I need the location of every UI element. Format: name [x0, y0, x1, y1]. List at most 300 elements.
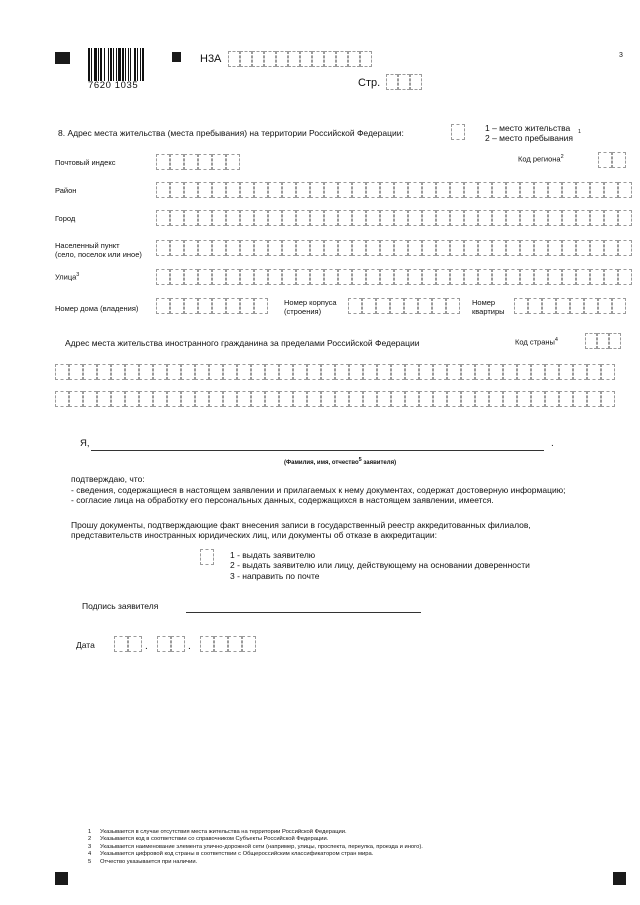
entry-cell[interactable]: [590, 210, 604, 226]
entry-cell[interactable]: [198, 154, 212, 170]
entry-cell[interactable]: [447, 391, 461, 407]
entry-cell[interactable]: [170, 182, 184, 198]
entry-cell[interactable]: [348, 298, 362, 314]
entry-cell[interactable]: [446, 298, 460, 314]
entry-cell[interactable]: [386, 74, 398, 90]
form-code-label: Н3А: [200, 53, 222, 65]
entry-cell[interactable]: [240, 182, 254, 198]
entry-cell[interactable]: [296, 240, 310, 256]
entry-cell[interactable]: [139, 364, 153, 380]
applicant-name-line[interactable]: [91, 450, 544, 451]
entry-cell[interactable]: [335, 391, 349, 407]
city-label: Город: [55, 214, 76, 223]
entry-cell[interactable]: [548, 269, 562, 285]
entry-cell[interactable]: [324, 210, 338, 226]
entry-cell[interactable]: [279, 364, 293, 380]
entry-cell[interactable]: [612, 152, 626, 168]
settlement-cells[interactable]: [156, 240, 632, 256]
entry-cell[interactable]: [310, 210, 324, 226]
entry-cell[interactable]: [422, 269, 436, 285]
entry-cell[interactable]: [503, 391, 517, 407]
entry-cell[interactable]: [604, 210, 618, 226]
entry-cell[interactable]: [153, 391, 167, 407]
date-year-cells[interactable]: [200, 636, 256, 652]
entry-cell[interactable]: [310, 240, 324, 256]
entry-cell[interactable]: [167, 391, 181, 407]
entry-cell[interactable]: [251, 391, 265, 407]
entry-cell[interactable]: [209, 364, 223, 380]
entry-cell[interactable]: [545, 364, 559, 380]
entry-cell[interactable]: [450, 269, 464, 285]
entry-cell[interactable]: [534, 269, 548, 285]
entry-cell[interactable]: [618, 240, 632, 256]
entry-cell[interactable]: [170, 269, 184, 285]
entry-cell[interactable]: [492, 182, 506, 198]
entry-cell[interactable]: [349, 391, 363, 407]
entry-cell[interactable]: [489, 391, 503, 407]
entry-cell[interactable]: [398, 74, 410, 90]
entry-cell[interactable]: [200, 636, 214, 652]
entry-cell[interactable]: [125, 364, 139, 380]
entry-cell[interactable]: [478, 210, 492, 226]
entry-cell[interactable]: [265, 391, 279, 407]
entry-cell[interactable]: [576, 182, 590, 198]
entry-cell[interactable]: [338, 182, 352, 198]
entry-cell[interactable]: [601, 391, 615, 407]
entry-cell[interactable]: [478, 182, 492, 198]
entry-cell[interactable]: [97, 364, 111, 380]
entry-cell[interactable]: [380, 240, 394, 256]
entry-cell[interactable]: [240, 210, 254, 226]
entry-cell[interactable]: [391, 391, 405, 407]
entry-cell[interactable]: [464, 182, 478, 198]
entry-cell[interactable]: [282, 182, 296, 198]
entry-cell[interactable]: [450, 210, 464, 226]
entry-cell[interactable]: [200, 549, 214, 565]
entry-cell[interactable]: [195, 391, 209, 407]
entry-cell[interactable]: [184, 210, 198, 226]
entry-cell[interactable]: [450, 240, 464, 256]
entry-cell[interactable]: [242, 636, 256, 652]
date-separator-1: .: [145, 641, 148, 652]
entry-cell[interactable]: [226, 210, 240, 226]
entry-cell[interactable]: [128, 636, 142, 652]
entry-cell[interactable]: [125, 391, 139, 407]
entry-cell[interactable]: [432, 298, 446, 314]
entry-cell[interactable]: [268, 240, 282, 256]
entry-cell[interactable]: [542, 298, 556, 314]
entry-cell[interactable]: [55, 391, 69, 407]
entry-cell[interactable]: [390, 298, 404, 314]
entry-cell[interactable]: [598, 152, 612, 168]
entry-cell[interactable]: [506, 210, 520, 226]
entry-cell[interactable]: [97, 391, 111, 407]
entry-cell[interactable]: [380, 269, 394, 285]
entry-cell[interactable]: [212, 298, 226, 314]
entry-cell[interactable]: [184, 298, 198, 314]
entry-cell[interactable]: [228, 636, 242, 652]
entry-cell[interactable]: [282, 269, 296, 285]
entry-cell[interactable]: [212, 182, 226, 198]
entry-cell[interactable]: [562, 182, 576, 198]
entry-cell[interactable]: [506, 182, 520, 198]
date-day-cells[interactable]: [114, 636, 142, 652]
entry-cell[interactable]: [312, 51, 324, 67]
entry-cell[interactable]: [170, 240, 184, 256]
residence-type-cell[interactable]: [451, 124, 465, 140]
entry-cell[interactable]: [156, 298, 170, 314]
page-number-cells[interactable]: [386, 74, 422, 90]
entry-cell[interactable]: [363, 364, 377, 380]
entry-cell[interactable]: [405, 391, 419, 407]
entry-cell[interactable]: [338, 240, 352, 256]
entry-cell[interactable]: [184, 182, 198, 198]
entry-cell[interactable]: [324, 182, 338, 198]
entry-cell[interactable]: [573, 364, 587, 380]
apartment-cells[interactable]: [514, 298, 626, 314]
entry-cell[interactable]: [590, 269, 604, 285]
entry-cell[interactable]: [576, 240, 590, 256]
entry-cell[interactable]: [464, 210, 478, 226]
form-code-cells[interactable]: [228, 51, 372, 67]
entry-cell[interactable]: [405, 364, 419, 380]
entry-cell[interactable]: [139, 391, 153, 407]
entry-cell[interactable]: [171, 636, 185, 652]
entry-cell[interactable]: [618, 269, 632, 285]
entry-cell[interactable]: [419, 364, 433, 380]
entry-cell[interactable]: [282, 240, 296, 256]
entry-cell[interactable]: [237, 364, 251, 380]
entry-cell[interactable]: [410, 74, 422, 90]
entry-cell[interactable]: [520, 182, 534, 198]
entry-cell[interactable]: [293, 391, 307, 407]
entry-cell[interactable]: [300, 51, 312, 67]
entry-cell[interactable]: [111, 364, 125, 380]
entry-cell[interactable]: [436, 210, 450, 226]
entry-cell[interactable]: [310, 182, 324, 198]
entry-cell[interactable]: [377, 364, 391, 380]
entry-cell[interactable]: [348, 51, 360, 67]
entry-cell[interactable]: [618, 182, 632, 198]
entry-cell[interactable]: [376, 298, 390, 314]
entry-cell[interactable]: [296, 210, 310, 226]
postal-cells[interactable]: [156, 154, 240, 170]
entry-cell[interactable]: [237, 391, 251, 407]
signature-line[interactable]: [186, 612, 421, 613]
entry-cell[interactable]: [394, 182, 408, 198]
entry-cell[interactable]: [228, 51, 240, 67]
entry-cell[interactable]: [587, 364, 601, 380]
entry-cell[interactable]: [520, 240, 534, 256]
entry-cell[interactable]: [223, 391, 237, 407]
entry-cell[interactable]: [254, 298, 268, 314]
entry-cell[interactable]: [531, 391, 545, 407]
entry-cell[interactable]: [83, 364, 97, 380]
entry-cell[interactable]: [288, 51, 300, 67]
entry-cell[interactable]: [265, 364, 279, 380]
entry-cell[interactable]: [296, 269, 310, 285]
entry-cell[interactable]: [418, 298, 432, 314]
entry-cell[interactable]: [324, 51, 336, 67]
entry-cell[interactable]: [167, 364, 181, 380]
entry-cell[interactable]: [240, 269, 254, 285]
entry-cell[interactable]: [212, 154, 226, 170]
entry-cell[interactable]: [251, 364, 265, 380]
entry-cell[interactable]: [548, 210, 562, 226]
entry-cell[interactable]: [514, 298, 528, 314]
entry-cell[interactable]: [184, 154, 198, 170]
entry-cell[interactable]: [422, 182, 436, 198]
entry-cell[interactable]: [360, 51, 372, 67]
entry-cell[interactable]: [534, 210, 548, 226]
entry-cell[interactable]: [517, 364, 531, 380]
entry-cell[interactable]: [352, 240, 366, 256]
entry-cell[interactable]: [55, 364, 69, 380]
entry-cell[interactable]: [366, 240, 380, 256]
entry-cell[interactable]: [153, 364, 167, 380]
entry-cell[interactable]: [156, 182, 170, 198]
entry-cell[interactable]: [604, 182, 618, 198]
entry-cell[interactable]: [254, 240, 268, 256]
entry-cell[interactable]: [156, 210, 170, 226]
entry-cell[interactable]: [478, 269, 492, 285]
entry-cell[interactable]: [268, 269, 282, 285]
entry-cell[interactable]: [531, 364, 545, 380]
entry-cell[interactable]: [254, 269, 268, 285]
entry-cell[interactable]: [492, 240, 506, 256]
entry-cell[interactable]: [584, 298, 598, 314]
entry-cell[interactable]: [209, 391, 223, 407]
entry-cell[interactable]: [587, 391, 601, 407]
entry-cell[interactable]: [181, 364, 195, 380]
entry-cell[interactable]: [534, 182, 548, 198]
entry-cell[interactable]: [157, 636, 171, 652]
entry-cell[interactable]: [548, 182, 562, 198]
entry-cell[interactable]: [422, 210, 436, 226]
entry-cell[interactable]: [240, 298, 254, 314]
entry-cell[interactable]: [170, 298, 184, 314]
entry-cell[interactable]: [349, 364, 363, 380]
city-cells[interactable]: [156, 210, 632, 226]
entry-cell[interactable]: [335, 364, 349, 380]
entry-cell[interactable]: [576, 210, 590, 226]
entry-cell[interactable]: [336, 51, 348, 67]
entry-cell[interactable]: [111, 391, 125, 407]
entry-cell[interactable]: [254, 182, 268, 198]
entry-cell[interactable]: [433, 391, 447, 407]
entry-cell[interactable]: [212, 269, 226, 285]
entry-cell[interactable]: [198, 182, 212, 198]
house-cells[interactable]: [156, 298, 268, 314]
entry-cell[interactable]: [464, 269, 478, 285]
entry-cell[interactable]: [366, 210, 380, 226]
entry-cell[interactable]: [464, 240, 478, 256]
entry-cell[interactable]: [618, 210, 632, 226]
entry-cell[interactable]: [604, 240, 618, 256]
entry-cell[interactable]: [408, 210, 422, 226]
entry-cell[interactable]: [184, 240, 198, 256]
entry-cell[interactable]: [268, 182, 282, 198]
country-code-cells[interactable]: [585, 333, 621, 349]
entry-cell[interactable]: [391, 364, 405, 380]
entry-cell[interactable]: [198, 298, 212, 314]
entry-cell[interactable]: [282, 210, 296, 226]
entry-cell[interactable]: [506, 269, 520, 285]
entry-cell[interactable]: [338, 269, 352, 285]
entry-cell[interactable]: [590, 240, 604, 256]
entry-cell[interactable]: [394, 210, 408, 226]
entry-cell[interactable]: [352, 269, 366, 285]
entry-cell[interactable]: [307, 364, 321, 380]
entry-cell[interactable]: [598, 298, 612, 314]
entry-cell[interactable]: [377, 391, 391, 407]
date-month-cells[interactable]: [157, 636, 185, 652]
entry-cell[interactable]: [556, 298, 570, 314]
entry-cell[interactable]: [475, 364, 489, 380]
entry-cell[interactable]: [436, 240, 450, 256]
entry-cell[interactable]: [597, 333, 609, 349]
foreign-address-row-2[interactable]: [55, 391, 615, 407]
entry-cell[interactable]: [590, 182, 604, 198]
entry-cell[interactable]: [559, 364, 573, 380]
entry-cell[interactable]: [436, 182, 450, 198]
entry-cell[interactable]: [573, 391, 587, 407]
entry-cell[interactable]: [307, 391, 321, 407]
entry-cell[interactable]: [279, 391, 293, 407]
entry-cell[interactable]: [226, 298, 240, 314]
entry-cell[interactable]: [601, 364, 615, 380]
entry-cell[interactable]: [198, 240, 212, 256]
entry-cell[interactable]: [585, 333, 597, 349]
entry-cell[interactable]: [198, 269, 212, 285]
entry-cell[interactable]: [212, 240, 226, 256]
entry-cell[interactable]: [461, 391, 475, 407]
entry-cell[interactable]: [240, 240, 254, 256]
entry-cell[interactable]: [562, 240, 576, 256]
entry-cell[interactable]: [520, 269, 534, 285]
entry-cell[interactable]: [156, 154, 170, 170]
entry-cell[interactable]: [170, 154, 184, 170]
entry-cell[interactable]: [321, 391, 335, 407]
entry-cell[interactable]: [184, 269, 198, 285]
entry-cell[interactable]: [264, 51, 276, 67]
entry-cell[interactable]: [321, 364, 335, 380]
entry-cell[interactable]: [69, 391, 83, 407]
entry-cell[interactable]: [436, 269, 450, 285]
entry-cell[interactable]: [276, 51, 288, 67]
entry-cell[interactable]: [492, 210, 506, 226]
entry-cell[interactable]: [576, 269, 590, 285]
entry-cell[interactable]: [604, 269, 618, 285]
entry-cell[interactable]: [528, 298, 542, 314]
entry-cell[interactable]: [254, 210, 268, 226]
entry-cell[interactable]: [475, 391, 489, 407]
entry-cell[interactable]: [562, 210, 576, 226]
entry-cell[interactable]: [69, 364, 83, 380]
entry-cell[interactable]: [447, 364, 461, 380]
entry-cell[interactable]: [570, 298, 584, 314]
building-cells[interactable]: [348, 298, 460, 314]
entry-cell[interactable]: [324, 269, 338, 285]
entry-cell[interactable]: [380, 182, 394, 198]
entry-cell[interactable]: [226, 154, 240, 170]
entry-cell[interactable]: [451, 124, 465, 140]
foreign-address-row-1[interactable]: [55, 364, 615, 380]
entry-cell[interactable]: [419, 391, 433, 407]
entry-cell[interactable]: [293, 364, 307, 380]
street-cells[interactable]: [156, 269, 632, 285]
entry-cell[interactable]: [366, 182, 380, 198]
entry-cell[interactable]: [226, 240, 240, 256]
entry-cell[interactable]: [114, 636, 128, 652]
entry-cell[interactable]: [156, 269, 170, 285]
entry-cell[interactable]: [489, 364, 503, 380]
entry-cell[interactable]: [534, 240, 548, 256]
entry-cell[interactable]: [338, 210, 352, 226]
entry-cell[interactable]: [404, 298, 418, 314]
entry-cell[interactable]: [394, 269, 408, 285]
entry-cell[interactable]: [226, 182, 240, 198]
entry-cell[interactable]: [562, 269, 576, 285]
entry-cell[interactable]: [394, 240, 408, 256]
entry-cell[interactable]: [408, 240, 422, 256]
entry-cell[interactable]: [461, 364, 475, 380]
entry-cell[interactable]: [520, 210, 534, 226]
entry-cell[interactable]: [310, 269, 324, 285]
entry-cell[interactable]: [223, 364, 237, 380]
entry-cell[interactable]: [506, 240, 520, 256]
entry-cell[interactable]: [612, 298, 626, 314]
entry-cell[interactable]: [422, 240, 436, 256]
entry-cell[interactable]: [156, 240, 170, 256]
entry-cell[interactable]: [181, 391, 195, 407]
entry-cell[interactable]: [559, 391, 573, 407]
entry-cell[interactable]: [252, 51, 264, 67]
entry-cell[interactable]: [366, 269, 380, 285]
entry-cell[interactable]: [324, 240, 338, 256]
entry-cell[interactable]: [545, 391, 559, 407]
entry-cell[interactable]: [408, 269, 422, 285]
entry-cell[interactable]: [363, 391, 377, 407]
entry-cell[interactable]: [433, 364, 447, 380]
entry-cell[interactable]: [83, 391, 97, 407]
entry-cell[interactable]: [408, 182, 422, 198]
entry-cell[interactable]: [212, 210, 226, 226]
district-cells[interactable]: [156, 182, 632, 198]
entry-cell[interactable]: [548, 240, 562, 256]
issue-method-cell[interactable]: [200, 549, 214, 565]
entry-cell[interactable]: [214, 636, 228, 652]
entry-cell[interactable]: [268, 210, 282, 226]
entry-cell[interactable]: [352, 210, 366, 226]
entry-cell[interactable]: [195, 364, 209, 380]
entry-cell[interactable]: [352, 182, 366, 198]
entry-cell[interactable]: [380, 210, 394, 226]
entry-cell[interactable]: [170, 210, 184, 226]
entry-cell[interactable]: [240, 51, 252, 67]
region-cells[interactable]: [598, 152, 626, 168]
entry-cell[interactable]: [503, 364, 517, 380]
entry-cell[interactable]: [478, 240, 492, 256]
entry-cell[interactable]: [609, 333, 621, 349]
entry-cell[interactable]: [226, 269, 240, 285]
entry-cell[interactable]: [362, 298, 376, 314]
entry-cell[interactable]: [450, 182, 464, 198]
entry-cell[interactable]: [492, 269, 506, 285]
entry-cell[interactable]: [198, 210, 212, 226]
entry-cell[interactable]: [296, 182, 310, 198]
entry-cell[interactable]: [517, 391, 531, 407]
